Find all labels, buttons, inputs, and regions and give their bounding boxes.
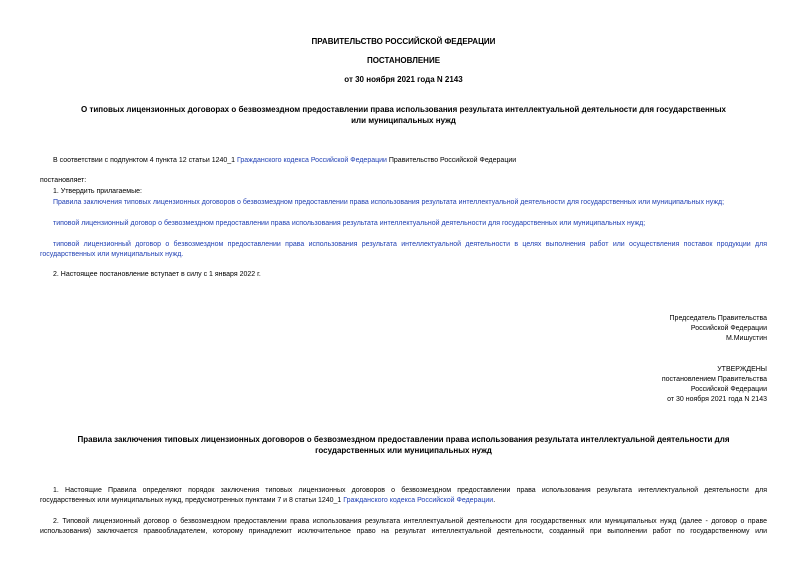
approved-rules-link[interactable]: Правила заключения типовых лицензионных договоров о безвозмездном предоставлении права использования результата интеллектуальной деятельности для государственных или муниципальных нужд; (53, 199, 725, 206)
preamble-text: В соответствии с подпунктом 4 пункта 12 статьи 1240_1 (53, 157, 237, 164)
civil-code-link[interactable]: Гражданского кодекса Российской Федерации (237, 157, 387, 164)
approval-line1: УТВЕРЖДЕНЫ (717, 366, 767, 373)
rules-p2-line1: 2. Типовой лицензионный договор о безвозмездном предоставлении права использования результата интеллектуальной деятельности для государственных или муниципальных нужд (далее - договор о праве (53, 518, 767, 525)
government-heading: ПРАВИТЕЛЬСТВО РОССИЙСКОЙ ФЕДЕРАЦИИ (311, 37, 496, 46)
signature-line2: Российской Федерации (690, 325, 767, 332)
rules-p2-line2: использования) заключается правообладателем, которому принадлежит исключительное право на результат интеллектуальной деятельности, созданный при выполнении работ по государственному или (40, 528, 767, 535)
rules-p1-end: . (493, 497, 496, 504)
approval-line3: Российской Федерации (690, 386, 767, 393)
approved-contract2-link-end[interactable]: государственных или муниципальных нужд. (40, 251, 184, 258)
rules-title-line1: Правила заключения типовых лицензионных договоров о безвозмездном предоставлении права использования результата интеллектуальной деятельности для (77, 435, 730, 444)
signature-name: М.Мишустин (725, 335, 767, 342)
item-1: 1. Утвердить прилагаемые: (53, 188, 142, 195)
signature-line1: Председатель Правительства (669, 315, 767, 322)
rules-p1-text: государственных или муниципальных нужд, предусмотренных пунктами 7 и 8 статьи 1240_1 (40, 497, 344, 504)
rules-p1-line2 (40, 496, 495, 505)
approval-line2: постановлением Правительства (661, 376, 767, 383)
doc-date-number: от 30 ноября 2021 года N 2143 (344, 75, 463, 84)
preamble (53, 156, 516, 165)
rules-civil-code-link[interactable]: Гражданского кодекса Российской Федерации (343, 497, 494, 504)
item-2: 2. Настоящее постановление вступает в силу с 1 января 2022 г. (53, 271, 261, 278)
approved-contract1-link[interactable]: типовой лицензионный договор о безвозмездном предоставлении права использования результата интеллектуальной деятельности для государственных или муниципальных нужд; (53, 220, 646, 227)
doc-title-line1: О типовых лицензионных договорах о безвозмездном предоставлении права использования результата интеллектуальной деятельности для государственных (81, 105, 726, 114)
approved-contract2-link[interactable]: типовой лицензионный договор о безвозмездном предоставлении права использования результата интеллектуальной деятельности в целях выполнения работ или осуществления поставок продукции для (53, 241, 767, 248)
approval-line4: от 30 ноября 2021 года N 2143 (667, 396, 767, 403)
preamble-text-end: Правительство Российской Федерации (386, 157, 517, 164)
resolves-text: постановляет: (40, 177, 87, 184)
rules-p1-line1: 1. Настоящие Правила определяют порядок заключения типовых лицензионных договоров о безвозмездном предоставлении права использования результата интеллектуальной деятельности для (53, 487, 767, 494)
rules-title-line2: государственных или муниципальных нужд (315, 446, 492, 455)
doc-title-line2: или муниципальных нужд (351, 116, 456, 125)
doc-type-heading: ПОСТАНОВЛЕНИЕ (366, 56, 441, 65)
